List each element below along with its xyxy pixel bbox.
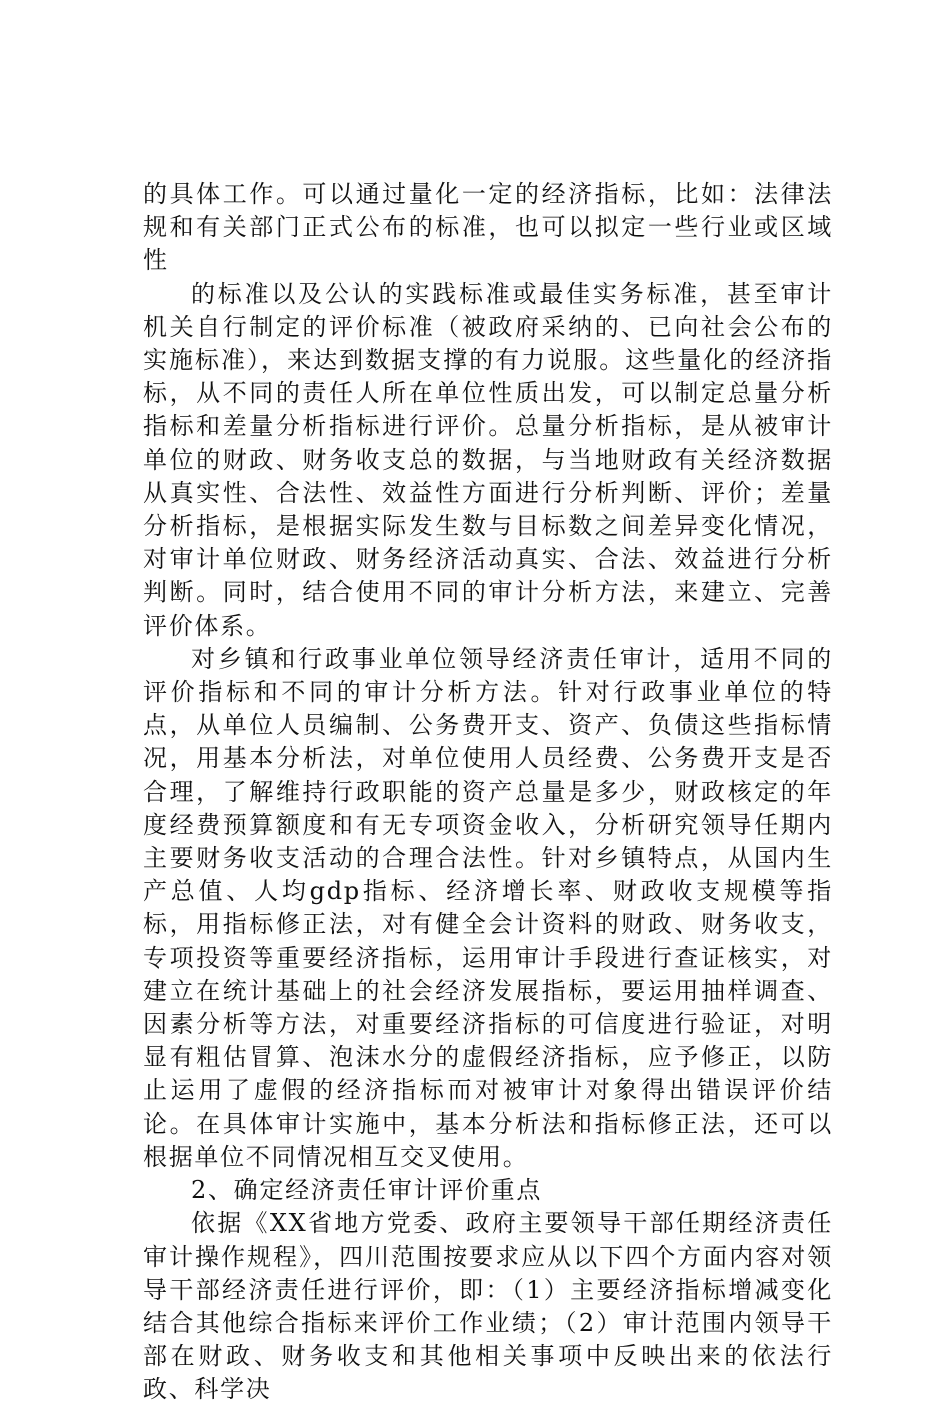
paragraph-evaluation-basis: 依据《XX省地方党委、政府主要领导干部任期经济责任审计操作规程》，四川范围按要求应从以下四个方面内容对领导干部经济责任进行评价，即：（1）主要经济指标增减变化结合其他综合指标来评价工作业绩；（2）审计范围内领导干部在财政、财务收支和其他相关事项中反映出来的依法行政、科学决 <box>143 1209 833 1404</box>
section-heading: 2、确定经济责任审计评价重点 <box>191 1176 543 1205</box>
paragraph-continuation: 的具体工作。可以通过量化一定的经济指标，比如：法律法规和有关部门正式公布的标准，也可以拟定一些行业或区域性 <box>143 180 833 275</box>
document-body <box>143 178 833 1407</box>
paragraph-township-audit: 对乡镇和行政事业单位领导经济责任审计，适用不同的评价指标和不同的审计分析方法。针对行政事业单位的特点，从单位人员编制、公务费开支、资产、负债这些指标情况，用基本分析法，对单位使用人员经费、公务费开支是否合理，了解维持行政职能的资产总量是多少，财政核定的年度经费预算额度和有无专项资金收入，分析研究领导任期内主要财务收支活动的合理合法性。针对乡镇特点，从国内生产总值、人均gdp指标、经济增长率、财政收支规模等指标，用指标修正法，对有健全会计资料的财政、财务收支，专项投资等重要经济指标，运用审计手段进行查证核实，对建立在统计基础上的社会经济发展指标，要运用抽样调查、因素分析等方法，对重要经济指标的可信度进行验证，对明显有粗估冒算、泡沫水分的虚假经济指标，应予修正，以防止运用了虚假的经济指标而对被审计对象得出错误评价结论。在具体审计实施中，基本分析法和指标修正法，还可以根据单位不同情况相互交叉使用。 <box>143 644 833 1171</box>
paragraph-evaluation-standards: 的标准以及公认的实践标准或最佳实务标准，甚至审计机关自行制定的评价标准（被政府采纳的、已向社会公布的实施标准），来达到数据支撑的有力说服。这些量化的经济指标，从不同的责任人所在单位性质出发，可以制定总量分析指标和差量分析指标进行评价。总量分析指标，是从被审计单位的财政、财务收支总的数据，与当地财政有关经济数据从真实性、合法性、效益性方面进行分析判断、评价；差量分析指标，是根据实际发生数与目标数之间差异变化情况，对审计单位财政、财务经济活动真实、合法、效益进行分析判断。同时，结合使用不同的审计分析方法，来建立、完善评价体系。 <box>143 279 833 640</box>
